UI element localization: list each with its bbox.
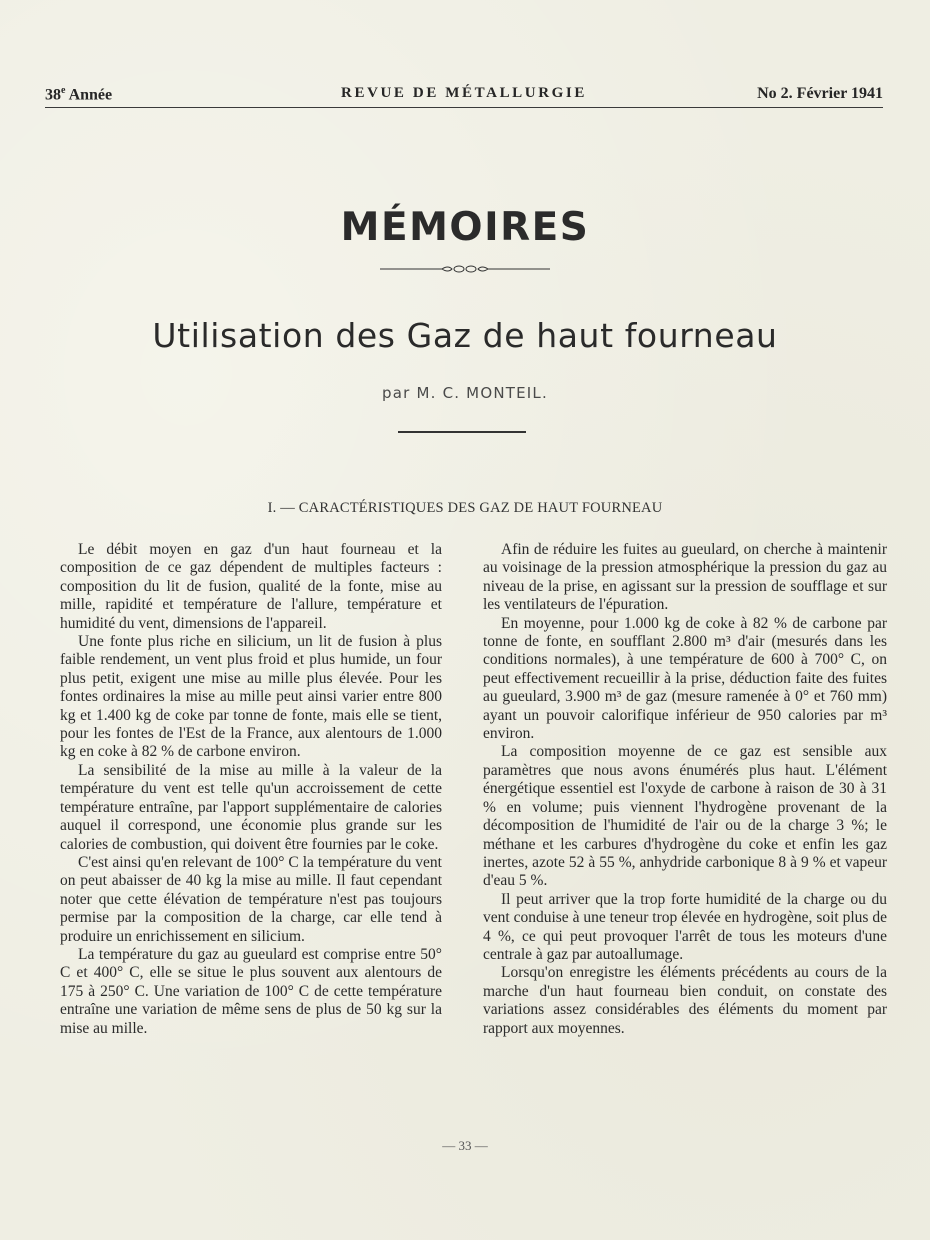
running-header <box>45 82 883 106</box>
title-rule <box>398 431 526 433</box>
ornament-divider <box>380 262 550 276</box>
year-word: Année <box>68 86 113 104</box>
article-title: Utilisation des Gaz de haut fourneau <box>152 316 778 355</box>
paragraph: La température du gaz au gueulard est comprise entre 50° C et 400° C, elle se situe le plus souvent aux alentours de 175 à 250° C. Une variation de 100° C de cette température entraîne une variation de même sens de plus de 50 kg sur la mise au mille. <box>60 945 442 1037</box>
section-heading: I. — CARACTÉRISTIQUES DES GAZ DE HAUT FOURNEAU <box>267 500 663 516</box>
year-superscript: e <box>61 85 66 96</box>
right-column <box>483 541 887 1038</box>
header-rule <box>45 107 883 108</box>
paragraph: La composition moyenne de ce gaz est sensible aux paramètres que nous avons énumérés plus haut. L'élément énergétique essentiel est l'oxyde de carbone à raison de 30 à 31 % en volume; puis viennent l'hydrogène provenant de la décomposition de l'humidité de l'air ou de la charge 3 %; le méthane et les carbures d'hydrogène du coke et enfin les gaz inertes, azote 52 à 55 %, anhydride carbonique 8 à 9 % et vapeur d'eau 5 %. <box>483 743 887 890</box>
paragraph: Afin de réduire les fuites au gueulard, on cherche à maintenir au voisinage de la pression atmosphérique la pression du gaz au niveau de la prise, en agissant sur la pression de soufflage et sur les ventilateurs de l'épuration. <box>483 541 887 614</box>
paragraph: Lorsqu'on enregistre les éléments précédents au cours de la marche d'un haut fourneau bien conduit, on constate des variations assez considérables des éléments du moment par rapport aux moyennes. <box>483 964 887 1037</box>
year-number: 38 <box>45 86 61 104</box>
paragraph: Une fonte plus riche en silicium, un lit de fusion à plus faible rendement, un vent plus froid et plus humide, un four plus petit, exigent une mise au mille plus élevée. Pour les fontes ordinaires la mise au mille peut ainsi varier entre 800 kg et 1.400 kg de coke par tonne de fonte, mais elle se tient, pour les fontes de l'Est de la France, aux alentours de 1.000 kg en coke à 82 % de carbone environ. <box>60 633 442 761</box>
article-author: par M. C. MONTEIL. <box>382 384 548 402</box>
paragraph: Il peut arriver que la trop forte humidité de la charge ou du vent conduise à une teneur trop élevée en hydrogène, soit plus de 4 %, ce qui peut provoquer l'arrêt de tous les moteurs d'une centrale à gaz par autoallumage. <box>483 890 887 963</box>
journal-name: REVUE DE MÉTALLURGIE <box>341 85 587 101</box>
left-column <box>60 541 442 1038</box>
paragraph: C'est ainsi qu'en relevant de 100° C la température du vent on peut abaisser de 40 kg la mise au mille. Il faut cependant noter que cette élévation de température n'est pas toujours permise par la composition de la charge, car elle tend à produire un enrichissement en silicium. <box>60 853 442 945</box>
paragraph: La sensibilité de la mise au mille à la valeur de la température du vent est telle qu'un accroissement de cette température entraîne, par l'apport supplémentaire de calories auquel il correspond, une économie plus grande sur les calories de combustion, qui doivent être fournies par le coke. <box>60 761 442 853</box>
page-number: — 33 — <box>442 1138 488 1153</box>
paragraph: En moyenne, pour 1.000 kg de coke à 82 % de carbone par tonne de fonte, en soufflant 2.800 m³ d'air (mesurés dans les conditions normales), à une température de 600 à 700° C, on peut effectivement recueillir à la prise, déduction faite des fuites au gueulard, 3.900 m³ de gaz (mesure ramenée à 0° et 760 mm) ayant un pouvoir calorifique inférieur de 950 calories par m³ environ. <box>483 614 887 743</box>
paragraph: Le débit moyen en gaz d'un haut fourneau et la composition de ce gaz dépendent de multiples facteurs : composition du lit de fusion, qualité de la fonte, mise au mille, rapidité et température de l'allure, température et humidité du vent, dimensions de l'appareil. <box>60 541 442 632</box>
issue-date: No 2. Février 1941 <box>757 85 883 102</box>
rubric-title: MÉMOIRES <box>340 205 590 250</box>
